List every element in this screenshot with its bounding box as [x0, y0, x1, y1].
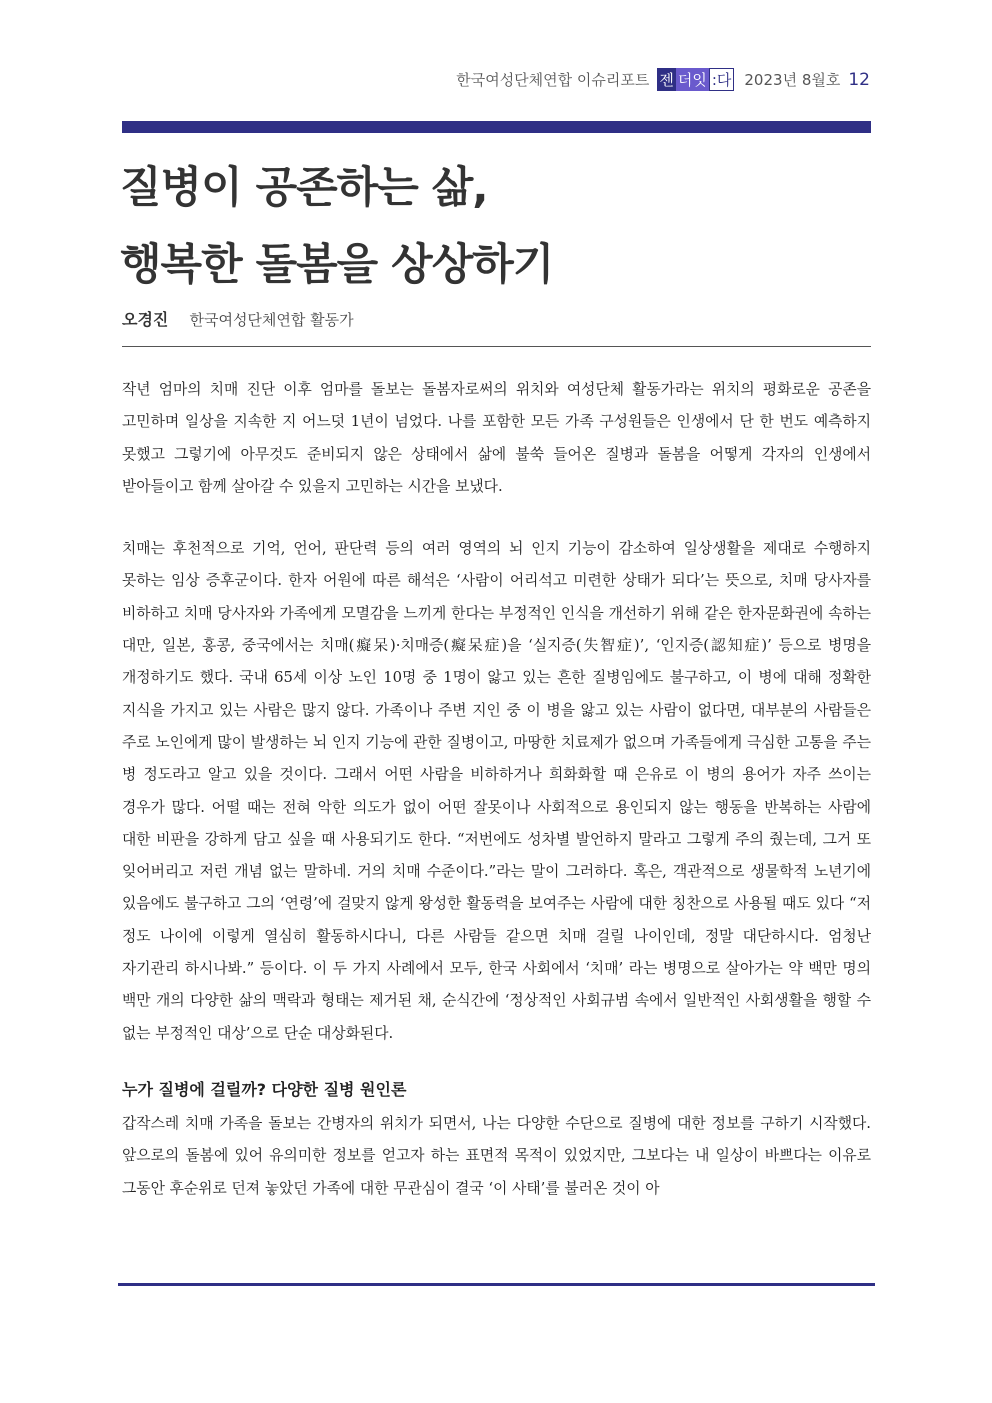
body-paragraph-1: 작년 엄마의 치매 진단 이후 엄마를 돌보는 돌봄자로써의 위치와 여성단체 활동가라는 위치의 평화로운 공존을 고민하며 일상을 지속한 지 어느덧 1년이 넘었다. 나를 포함한 모든 가족 구성원들은 인생에서 단 한 번도 예측하지 못했고 그렇기에 아무것도 준비되지 않은 상태에서 삶에 불쑥 들어온 질병과 돌봄을 어떻게 각자의 인생에서 받아들이고 함께 살아갈 수 있을지 고민하는 시간을 보냈다.: [122, 381, 871, 495]
title-accent-bar: [122, 121, 871, 133]
article-body: [122, 374, 871, 1205]
author-name: 오경진: [122, 310, 169, 329]
article-title: [120, 150, 880, 304]
brand-logo-part-3: :다: [709, 68, 735, 91]
footer-rule: [118, 1283, 875, 1286]
publication-name: 한국여성단체연합 이슈리포트: [456, 71, 650, 89]
brand-logo-part-2: 더잇: [676, 68, 709, 91]
byline-divider: [122, 346, 871, 347]
article-title-line-1: 질병이 공존하는 삶,: [120, 163, 488, 213]
body-paragraph-2: 치매는 후천적으로 기억, 언어, 판단력 등의 여러 영역의 뇌 인지 기능이 감소하여 일상생활을 제대로 수행하지 못하는 임상 증후군이다. 한자 어원에 따른 해석은 ‘사람이 어리석고 미련한 상태가 되다’는 뜻으로, 치매 당사자를 비하하고 치매 당사자와 가족에게 모멸감을 느끼게 한다는 부정적인 인식을 개선하기 위해 같은 한자문화권에 속하는 대만, 일본, 홍콩, 중국에서는 치매(癡呆)·치매증(癡呆症)을 ‘실지증(失智症)’, ‘인지증(認知症)’ 등으로 병명을 개정하기도 했다. 국내 65세 이상 노인 10명 중 1명이 앓고 있는 흔한 질병임에도 불구하고, 이 병에 대해 정확한 지식을 가지고 있는 사람은 많지 않다. 가족이나 주변 지인 중 이 병을 앓고 있는 사람이 없다면, 대부분의 사람들은 주로 노인에게 많이 발생하는 뇌 인지 기능에 관한 질병이고, 마땅한 치료제가 없으며 가족들에게 극심한 고통을 주는 병 정도라고 알고 있을 것이다. 그래서 어떤 사람을 비하하거나 희화화할 때 은유로 이 병의 용어가 자주 쓰이는 경우가 많다. 어떨 때는 전혀 악한 의도가 없이 어떤 잘못이나 사회적으로 용인되지 않는 행동을 반복하는 사람에 대한 비판을 강하게 담고 싶을 때 사용되기도 한다. “저번에도 성차별 발언하지 말라고 그렇게 주의 줬는데, 그거 또 잊어버리고 저런 개념 없는 말하네. 거의 치매 수준이다.”라는 말이 그러하다. 혹은, 객관적으로 생물학적 노년기에 있음에도 불구하고 그의 ‘연령’에 걸맞지 않게 왕성한 활동력을 보여주는 사람에 대한 칭찬으로 사용될 때도 있다 “저 정도 나이에 이렇게 열심히 활동하시다니, 다른 사람들 같으면 치매 걸릴 나이인데, 정말 대단하시다. 엄청난 자기관리 하시나봐.” 등이다. 이 두 가지 사례에서 모두, 한국 사회에서 ‘치매’ 라는 병명으로 살아가는 약 백만 명의 백만 개의 다양한 삶의 맥락과 형태는 제거된 채, 순식간에 ‘정상적인 사회규범 속에서 일반적인 사회생활을 행할 수 없는 부정적인 대상’으로 단순 대상화된다.: [122, 540, 871, 1042]
issue-date: 2023년 8월호: [744, 71, 841, 89]
brand-logo: [657, 68, 734, 91]
section-heading: 누가 질병에 걸릴까? 다양한 질병 원인론: [122, 1079, 407, 1099]
article-title-line-2: 행복한 돌봄을 상상하기: [120, 240, 554, 290]
page-number: 12: [848, 69, 870, 90]
brand-logo-part-1: 젠: [657, 68, 676, 91]
byline: [122, 307, 354, 330]
running-header: [456, 68, 870, 91]
section-paragraph: 갑작스레 치매 가족을 돌보는 간병자의 위치가 되면서, 나는 다양한 수단으로 질병에 대한 정보를 구하기 시작했다. 앞으로의 돌봄에 있어 유의미한 정보를 얻고자 하는 표면적 목적이 있었지만, 그보다는 내 일상이 바쁘다는 이유로 그동안 후순위로 던져 놓았던 가족에 대한 무관심이 결국 ‘이 사태’를 불러온 것이 아: [122, 1114, 871, 1197]
author-affiliation: 한국여성단체연합 활동가: [189, 311, 354, 329]
